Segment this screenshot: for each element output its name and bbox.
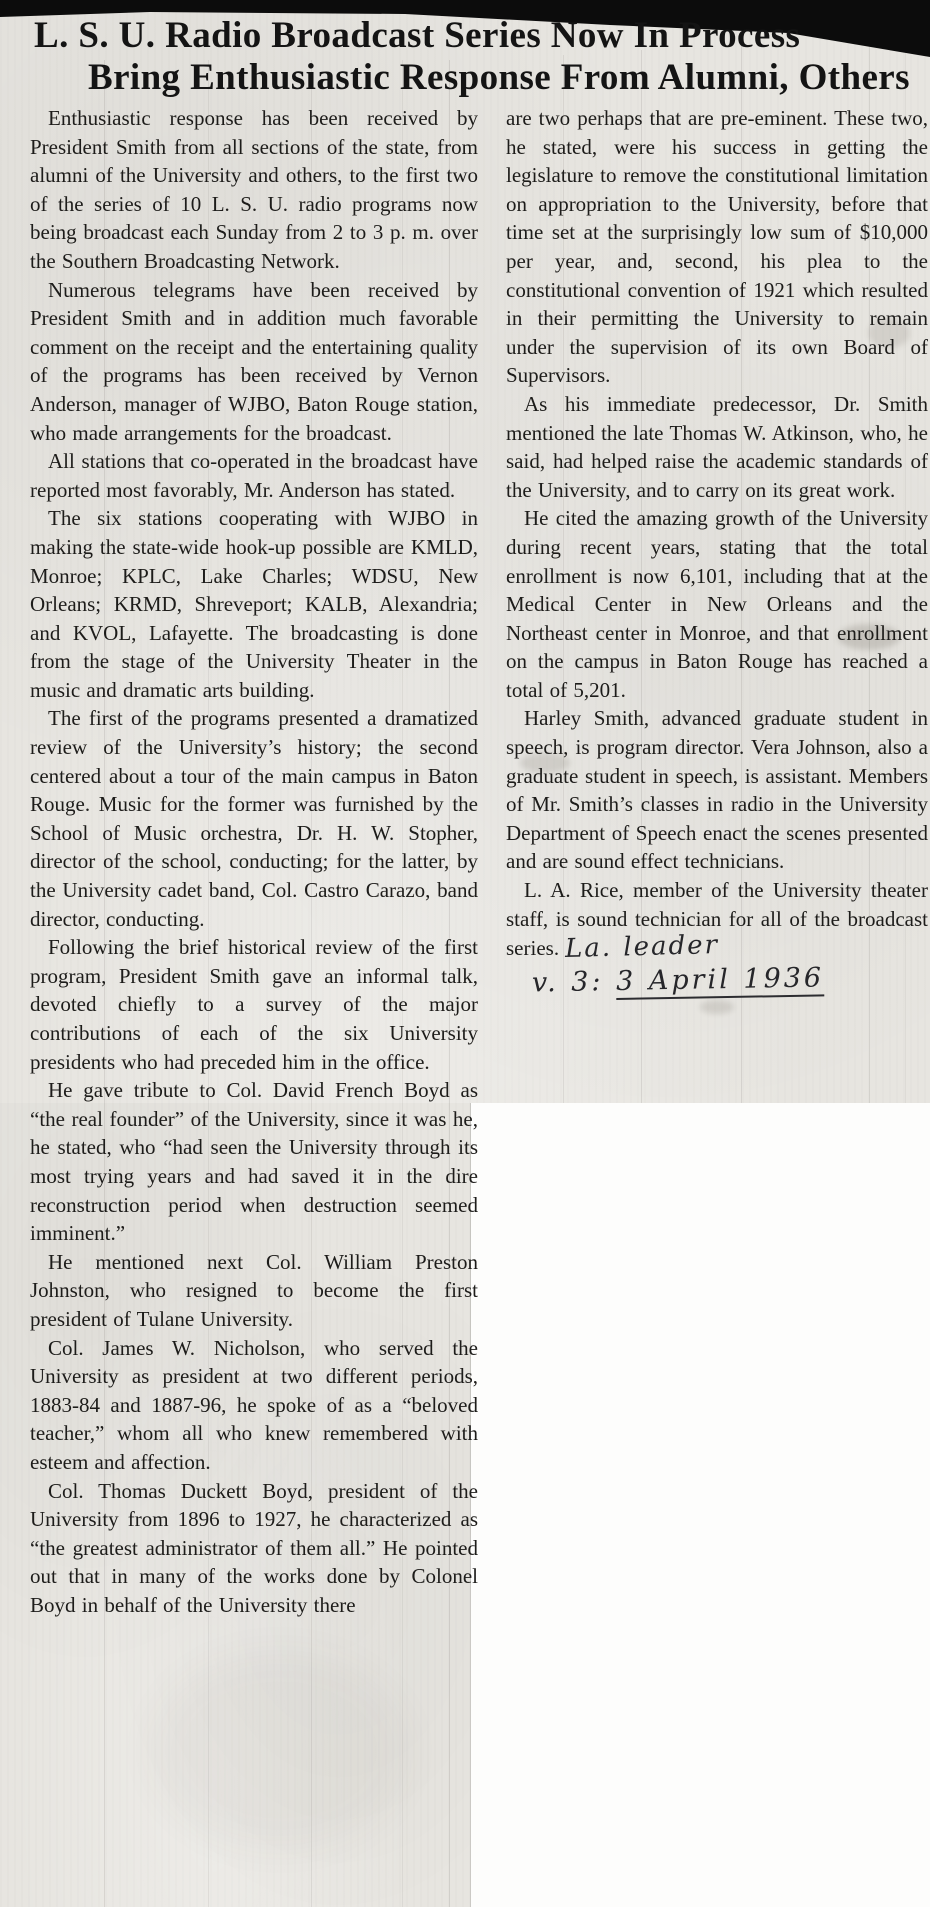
handwritten-volume: v. 3: <box>531 966 604 999</box>
body-paragraph: Numerous telegrams have been received by President Smith and in addition much favorable comment on the receipt and the entertaining quality of the programs has been received by Vernon Anderson, manager of WJBO, Baton Rouge station, who made arrangements for the broadcast. <box>30 277 478 445</box>
smudge <box>150 1650 410 1850</box>
smudge <box>700 1000 734 1014</box>
body-paragraph: Col. Thomas Duckett Boyd, president of the University from 1896 to 1927, he characterized as “the greatest administrator of them all.” He pointed out that in many of the works done by Colonel Boyd in behalf of the University there <box>30 1478 478 1617</box>
article-column-left <box>30 104 478 1619</box>
headline-line1: L. S. U. Radio Broadcast Series Now In Process <box>34 15 801 56</box>
body-paragraph: Enthusiastic response has been received by President Smith from all sections of the state, from alumni of the University and others, to the first two of the series of 10 L. S. U. radio programs now being broadcast each Sunday from 2 to 3 p. m. over the Southern Broadcasting Network. <box>30 106 478 273</box>
headline-line2: Bring Enthusiastic Response From Alumni, Others <box>88 57 910 98</box>
body-paragraph <box>506 876 928 963</box>
body-paragraph: He mentioned next Col. William Preston Johnston, who resigned to become the first president of Tulane University. <box>30 1249 478 1331</box>
body-paragraph: are two perhaps that are pre-eminent. These two, he stated, were his success in getting the legislature to remove the constitutional limitation on appropriation to the University, before that time set at the surprisingly low sum of $10,000 per year, and, second, his plea to the constitutional convention of 1921 which resulted in their permitting the University to remain under the supervision of its own Board of Supervisors. <box>506 106 928 388</box>
body-paragraph: Col. James W. Nicholson, who served the University as president at two different periods, 1883-84 and 1887-96, he spoke of as a “beloved teacher,” whom all who knew remembered with esteem and affection. <box>30 1335 478 1474</box>
body-paragraph: Harley Smith, advanced graduate student in speech, is program director. Vera Johnson, also a graduate student in speech, is assistant. Members of Mr. Smith’s classes in radio in the University Department of Speech enact the scenes presented and are sound effect technicians. <box>506 706 928 874</box>
handwritten-date: 3 April 1936 <box>616 962 825 1000</box>
handwritten-citation-volume-date <box>532 962 928 998</box>
body-paragraph: The six stations cooperating with WJBO in making the state-wide hook-up possible are KMLD, Monroe; KPLC, Lake Charles; WDSU, New Orleans; KRMD, Shreveport; KALB, Alexandria; and KVOL, Lafayette. The broadcasting is done from the stage of the University Theater in the music and dramatic arts building. <box>30 506 478 702</box>
handwritten-citation-source: La. leader <box>564 930 720 965</box>
body-paragraph: As his immediate predecessor, Dr. Smith mentioned the late Thomas W. Atkinson, who, he said, had helped raise the academic standards of the University, and to carry on its great work. <box>506 391 928 502</box>
body-paragraph: Following the brief historical review of the first program, President Smith gave an informal talk, devoted chiefly to a survey of the major contributions of each of the six University presidents who had preceded him in the office. <box>30 935 478 1074</box>
body-paragraph-text: L. A. Rice, member of the University theater staff, is sound technician for all of the broadcast series. <box>506 878 928 961</box>
body-paragraph: All stations that co-operated in the broadcast have reported most favorably, Mr. Anderson has stated. <box>30 449 478 502</box>
body-paragraph: The first of the programs presented a dramatized review of the University’s history; the second centered about a tour of the main campus in Baton Rouge. Music for the former was furnished by the School of Music orchestra, Dr. H. W. Stopher, director of the school, conducting; for the latter, by the University cadet band, Col. Castro Carazo, band director, conducting. <box>30 706 478 931</box>
body-paragraph: He gave tribute to Col. David French Boyd as “the real founder” of the University, since it was he, he stated, who “had seen the University through its most trying years and had saved it in the dire reconstruction period when destruction seemed imminent.” <box>30 1078 478 1246</box>
article-column-right <box>506 104 928 999</box>
body-paragraph: He cited the amazing growth of the University during recent years, stating that the total enrollment is now 6,101, including that at the Medical Center in New Orleans and the Northeast center in Monroe, and that enrollment on the campus in Baton Rouge has reached a total of 5,201. <box>506 506 928 702</box>
